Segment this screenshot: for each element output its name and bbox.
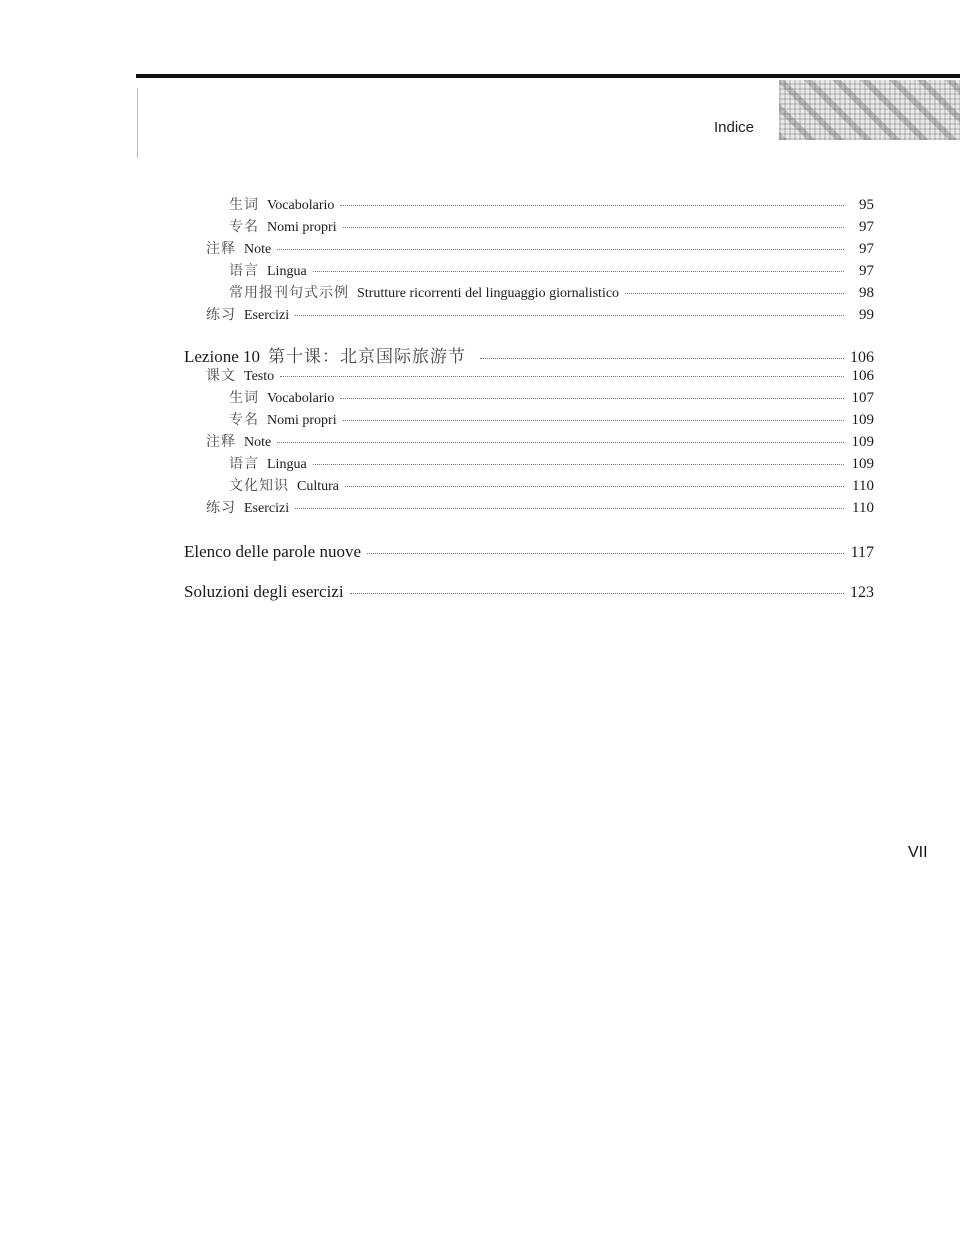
dot-leader (367, 553, 844, 554)
toc-entry-italian: Note (244, 435, 272, 450)
toc-entry-page: 107 (851, 390, 874, 406)
toc-entry-italian: Lingua (267, 457, 307, 472)
running-header-title: Indice (714, 119, 755, 136)
toc-entry-chinese: 文化知识 (229, 479, 289, 494)
toc-entry-chinese: 语言 (229, 457, 259, 472)
toc-entry-italian: Note (244, 242, 272, 257)
toc-entry[interactable] (229, 260, 874, 280)
toc-entry-italian: Vocabolario (267, 391, 335, 406)
dot-leader (350, 593, 844, 594)
toc-entry-page: 97 (859, 241, 874, 257)
toc-entry-page: 97 (859, 263, 874, 279)
toc-entry-chinese: 语言 (229, 264, 259, 279)
toc-entry[interactable] (229, 409, 874, 429)
dot-leader (480, 358, 844, 359)
toc-entry-label (206, 431, 271, 451)
toc-entry-italian: Nomi propri (267, 413, 337, 428)
toc-entry-italian: Cultura (297, 479, 339, 494)
toc-entry-chinese: 专名 (229, 220, 259, 235)
toc-entry-italian: Lingua (267, 264, 307, 279)
dot-leader (295, 315, 844, 316)
toc-entry[interactable] (229, 194, 874, 214)
toc-entry[interactable] (229, 387, 874, 407)
toc-entry-page: 117 (850, 544, 874, 561)
toc-entry-italian: Elenco delle parole nuove (184, 542, 362, 561)
scan-artifact (137, 88, 138, 158)
toc-entry-page: 95 (859, 197, 874, 213)
toc-entry-label (229, 475, 339, 495)
toc-entry-chinese: 注释 (206, 242, 236, 257)
toc-entry[interactable] (229, 475, 874, 495)
toc-entry-chinese: 专名 (229, 413, 259, 428)
toc-entry-italian: Strutture ricorrenti del linguaggio giornalistico (357, 286, 620, 301)
toc-entry[interactable] (184, 342, 874, 367)
dot-leader (340, 398, 844, 399)
toc-entry-label (184, 342, 474, 367)
toc-entry-page: 106 (851, 368, 874, 384)
toc-entry[interactable] (229, 453, 874, 473)
toc-entry-chinese: 生词 (229, 391, 259, 406)
toc-entry-page: 106 (850, 349, 874, 366)
dot-leader (277, 442, 844, 443)
toc-entry[interactable] (229, 216, 874, 236)
toc-entry-italian: Testo (244, 369, 275, 384)
toc-entry-italian: Esercizi (244, 501, 290, 516)
toc-entry[interactable] (206, 365, 874, 385)
toc-entry-label (229, 216, 337, 236)
toc-entry-label (229, 409, 337, 429)
dot-leader (345, 486, 844, 487)
toc-entry[interactable] (206, 238, 874, 258)
dot-leader (277, 249, 844, 250)
toc-entry-page: 123 (850, 584, 874, 601)
toc-entry-page: 99 (859, 307, 874, 323)
toc-entry-label (229, 194, 334, 214)
toc-entry-label (206, 304, 289, 324)
dot-leader (313, 271, 844, 272)
toc-entry-chinese: 常用报刊句式示例 (229, 286, 349, 301)
toc-entry-italian: Soluzioni degli esercizi (184, 582, 344, 601)
dot-leader (343, 227, 844, 228)
toc-entry-italian: Vocabolario (267, 198, 335, 213)
toc-entry-label (229, 387, 334, 407)
toc-entry[interactable] (184, 582, 874, 602)
toc-entry-label (206, 365, 274, 385)
toc-entry-label (206, 238, 271, 258)
toc-entry[interactable] (206, 431, 874, 451)
toc-entry-italian: Lezione 10 (184, 347, 260, 366)
toc-entry-chinese: 练习 (206, 308, 236, 323)
toc-entry-page: 98 (859, 285, 874, 301)
toc-entry-label (229, 453, 307, 473)
dot-leader (280, 376, 844, 377)
toc-entry-chinese: 课文 (206, 369, 236, 384)
toc-entry-chinese: 第十课：北京国际旅游节 (268, 347, 466, 366)
toc-entry-chinese: 练习 (206, 501, 236, 516)
dot-leader (343, 420, 844, 421)
toc-entry-page: 109 (851, 456, 874, 472)
dot-leader (295, 508, 844, 509)
toc-entry-page: 110 (852, 478, 874, 494)
toc-entry-label (229, 260, 307, 280)
toc-entry[interactable] (206, 304, 874, 324)
toc-entry-italian: Nomi propri (267, 220, 337, 235)
toc-entry-page: 109 (851, 412, 874, 428)
toc-entry[interactable] (184, 542, 874, 562)
toc-entry-chinese: 注释 (206, 435, 236, 450)
toc-entry[interactable] (229, 282, 874, 302)
toc-entry-page: 97 (859, 219, 874, 235)
header-decorative-pattern (779, 80, 960, 140)
toc-entry-label (184, 582, 344, 602)
header-rule (136, 74, 960, 78)
toc-entry-label (229, 282, 619, 302)
toc-entry-page: 109 (851, 434, 874, 450)
toc-entry[interactable] (206, 497, 874, 517)
dot-leader (340, 205, 844, 206)
toc-entry-italian: Esercizi (244, 308, 290, 323)
toc-entry-page: 110 (852, 500, 874, 516)
page-number: VII (908, 844, 928, 861)
dot-leader (625, 293, 844, 294)
toc-entry-label (206, 497, 289, 517)
dot-leader (313, 464, 844, 465)
toc-entry-label (184, 542, 361, 562)
toc-entry-chinese: 生词 (229, 198, 259, 213)
